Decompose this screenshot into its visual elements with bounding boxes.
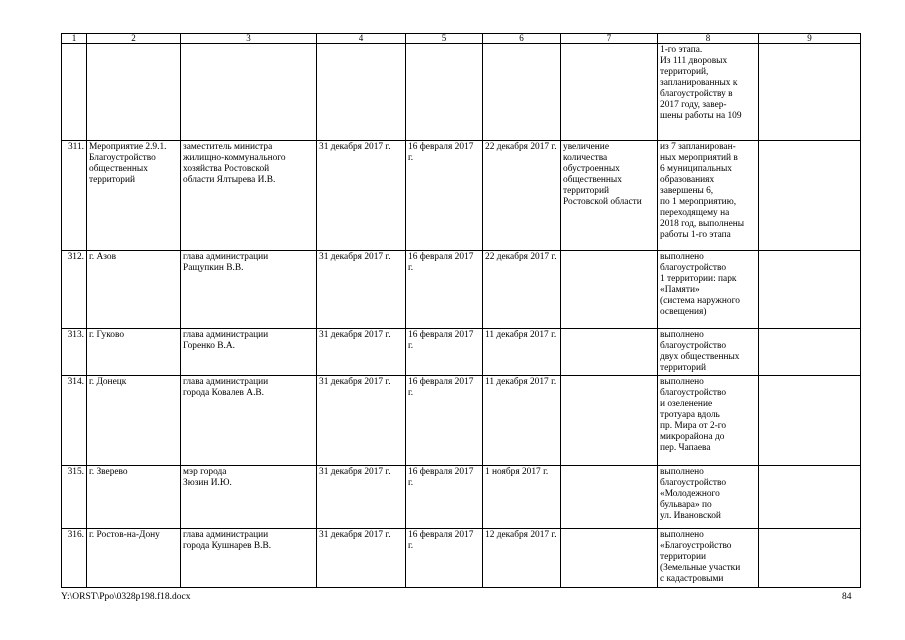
col-header-8: 8 <box>658 34 759 44</box>
event-name <box>87 44 181 141</box>
extra-cell <box>759 376 861 466</box>
end-date: 22 декабря 2017 г. <box>483 141 561 251</box>
responsible-person: глава администрации города Кушнарев В.В. <box>181 529 317 588</box>
status-note: выполнено благоустройство и озеленение тротуара вдоль пр. Мира от 2-го микрорайона до пер. Чапаева <box>658 376 759 466</box>
status-note: 1-го этапа. Из 111 дворовых территорий, запланированных к благоустройству в 2017 году, завер- шены работы на 109 <box>658 44 759 141</box>
planned-date: 31 декабря 2017 г. <box>317 529 406 588</box>
responsible-person <box>181 44 317 141</box>
status-note: выполнено «Благоустройство территории (Земельные участки с кадастровыми <box>658 529 759 588</box>
expected-result <box>561 529 658 588</box>
start-date: 16 февраля 2017 г. <box>406 529 483 588</box>
planned-date <box>317 44 406 141</box>
col-header-6: 6 <box>483 34 561 44</box>
row-number: 312. <box>62 251 87 329</box>
extra-cell <box>759 529 861 588</box>
row-number <box>62 44 87 141</box>
col-header-9: 9 <box>759 34 861 44</box>
extra-cell <box>759 251 861 329</box>
col-header-7: 7 <box>561 34 658 44</box>
table-row <box>62 251 861 329</box>
extra-cell <box>759 141 861 251</box>
status-note: из 7 запланирован- ных мероприятий в 6 муниципальных образованиях завершены 6, по 1 мероприятию, переходящему на 2018 год, выполнены работы 1-го этапа <box>658 141 759 251</box>
row-number: 316. <box>62 529 87 588</box>
row-number: 315. <box>62 466 87 529</box>
event-name: г. Азов <box>87 251 181 329</box>
col-header-4: 4 <box>317 34 406 44</box>
table-row <box>62 44 861 141</box>
status-note: выполнено благоустройство «Молодежного бульвара» по ул. Ивановской <box>658 466 759 529</box>
extra-cell <box>759 44 861 141</box>
data-table <box>61 33 861 588</box>
end-date: 11 декабря 2017 г. <box>483 329 561 376</box>
end-date <box>483 44 561 141</box>
planned-date: 31 декабря 2017 г. <box>317 329 406 376</box>
page-number: 84 <box>842 592 852 602</box>
extra-cell <box>759 466 861 529</box>
col-header-3: 3 <box>181 34 317 44</box>
col-header-5: 5 <box>406 34 483 44</box>
end-date: 11 декабря 2017 г. <box>483 376 561 466</box>
col-header-1: 1 <box>62 34 87 44</box>
event-name: Мероприятие 2.9.1. Благоустройство общественных территорий <box>87 141 181 251</box>
start-date: 16 февраля 2017 г. <box>406 251 483 329</box>
status-note: выполнено благоустройство 1 территории: парк «Памяти» (система наружного освещения) <box>658 251 759 329</box>
expected-result <box>561 44 658 141</box>
row-number: 314. <box>62 376 87 466</box>
expected-result <box>561 329 658 376</box>
row-number: 313. <box>62 329 87 376</box>
responsible-person: мэр города Зюзин И.Ю. <box>181 466 317 529</box>
responsible-person: глава администрации города Ковалев А.В. <box>181 376 317 466</box>
start-date <box>406 44 483 141</box>
responsible-person: глава администрации Ращупкин В.В. <box>181 251 317 329</box>
event-name: г. Ростов-на-Дону <box>87 529 181 588</box>
start-date: 16 февраля 2017 г. <box>406 329 483 376</box>
end-date: 22 декабря 2017 г. <box>483 251 561 329</box>
end-date: 12 декабря 2017 г. <box>483 529 561 588</box>
start-date: 16 февраля 2017 г. <box>406 141 483 251</box>
start-date: 16 февраля 2017 г. <box>406 376 483 466</box>
footer-file-path: Y:\ORST\Ppo\0328p198.f18.docx <box>61 592 191 602</box>
col-header-2: 2 <box>87 34 181 44</box>
table-row <box>62 466 861 529</box>
planned-date: 31 декабря 2017 г. <box>317 376 406 466</box>
responsible-person: заместитель министра жилищно-коммунального хозяйства Ростовской области Ялтырева И.В. <box>181 141 317 251</box>
table-row <box>62 141 861 251</box>
table-row <box>62 376 861 466</box>
planned-date: 31 декабря 2017 г. <box>317 466 406 529</box>
row-number: 311. <box>62 141 87 251</box>
planned-date: 31 декабря 2017 г. <box>317 141 406 251</box>
event-name: г. Зверево <box>87 466 181 529</box>
start-date: 16 февраля 2017 г. <box>406 466 483 529</box>
header-row <box>62 34 861 44</box>
extra-cell <box>759 329 861 376</box>
planned-date: 31 декабря 2017 г. <box>317 251 406 329</box>
table-row <box>62 329 861 376</box>
expected-result <box>561 376 658 466</box>
end-date: 1 ноября 2017 г. <box>483 466 561 529</box>
table-row <box>62 529 861 588</box>
expected-result <box>561 466 658 529</box>
event-name: г. Донецк <box>87 376 181 466</box>
event-name: г. Гуково <box>87 329 181 376</box>
expected-result <box>561 251 658 329</box>
responsible-person: глава администрации Горенко В.А. <box>181 329 317 376</box>
expected-result: увеличение количества обустроенных общественных территорий Ростовской области <box>561 141 658 251</box>
status-note: выполнено благоустройство двух общественных территорий <box>658 329 759 376</box>
